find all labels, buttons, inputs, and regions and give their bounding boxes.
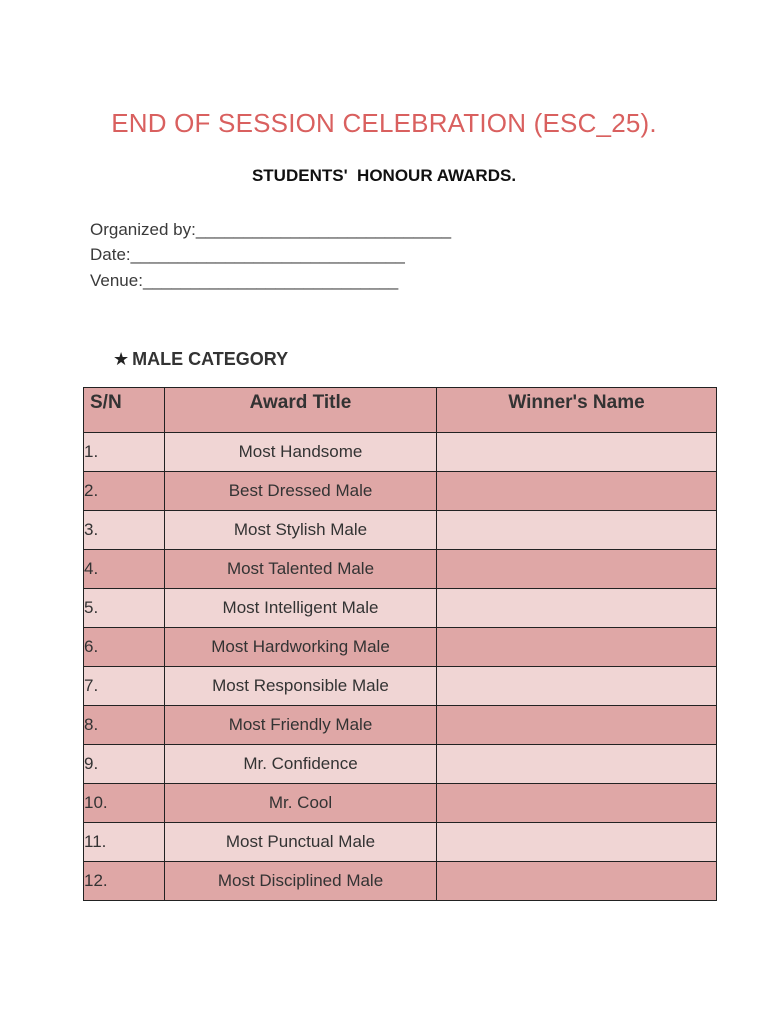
row-winner-name[interactable] — [437, 511, 717, 550]
row-winner-name[interactable] — [437, 589, 717, 628]
row-winner-name[interactable] — [437, 784, 717, 823]
row-sn: 2. — [84, 472, 165, 511]
table-row — [84, 706, 717, 745]
row-sn: 5. — [84, 589, 165, 628]
row-winner-name[interactable] — [437, 823, 717, 862]
date-line: Date:_____________________________ — [90, 245, 405, 264]
table-row — [84, 784, 717, 823]
row-award-title: Most Stylish Male — [165, 511, 437, 550]
row-winner-name[interactable] — [437, 862, 717, 901]
row-award-title: Best Dressed Male — [165, 472, 437, 511]
row-award-title: Most Intelligent Male — [165, 589, 437, 628]
table-row — [84, 628, 717, 667]
row-award-title: Most Friendly Male — [165, 706, 437, 745]
row-award-title: Most Punctual Male — [165, 823, 437, 862]
table-row — [84, 862, 717, 901]
row-sn: 12. — [84, 862, 165, 901]
table-row — [84, 433, 717, 472]
row-sn: 11. — [84, 823, 165, 862]
row-sn: 8. — [84, 706, 165, 745]
row-sn: 4. — [84, 550, 165, 589]
awards-table — [83, 387, 717, 901]
table-row — [84, 589, 717, 628]
document-subtitle: STUDENTS' HONOUR AWARDS. — [251, 166, 517, 185]
row-sn: 10. — [84, 784, 165, 823]
row-award-title: Most Talented Male — [165, 550, 437, 589]
row-award-title: Most Responsible Male — [165, 667, 437, 706]
row-winner-name[interactable] — [437, 433, 717, 472]
table-row — [84, 472, 717, 511]
table-row — [84, 511, 717, 550]
row-sn: 9. — [84, 745, 165, 784]
venue-line: Venue:___________________________ — [90, 271, 399, 290]
row-winner-name[interactable] — [437, 550, 717, 589]
table-header-row — [84, 388, 717, 433]
category-heading — [113, 349, 288, 370]
header-award-title: Award Title — [165, 388, 437, 433]
row-sn: 1. — [84, 433, 165, 472]
row-sn: 6. — [84, 628, 165, 667]
row-sn: 7. — [84, 667, 165, 706]
row-award-title: Most Disciplined Male — [165, 862, 437, 901]
star-icon: ★ — [113, 349, 130, 369]
document-title: END OF SESSION CELEBRATION (ESC_25). — [111, 108, 657, 138]
table-row — [84, 550, 717, 589]
row-winner-name[interactable] — [437, 745, 717, 784]
organized-by-line: Organized by:___________________________ — [90, 220, 452, 239]
table-row — [84, 667, 717, 706]
row-award-title: Mr. Confidence — [165, 745, 437, 784]
table-row — [84, 823, 717, 862]
header-sn: S/N — [84, 388, 165, 433]
row-sn: 3. — [84, 511, 165, 550]
row-winner-name[interactable] — [437, 667, 717, 706]
row-winner-name[interactable] — [437, 472, 717, 511]
category-label: MALE CATEGORY — [132, 349, 289, 369]
row-award-title: Most Hardworking Male — [165, 628, 437, 667]
row-award-title: Most Handsome — [165, 433, 437, 472]
row-winner-name[interactable] — [437, 628, 717, 667]
header-winner-name: Winner's Name — [437, 388, 717, 433]
row-award-title: Mr. Cool — [165, 784, 437, 823]
table-row — [84, 745, 717, 784]
row-winner-name[interactable] — [437, 706, 717, 745]
